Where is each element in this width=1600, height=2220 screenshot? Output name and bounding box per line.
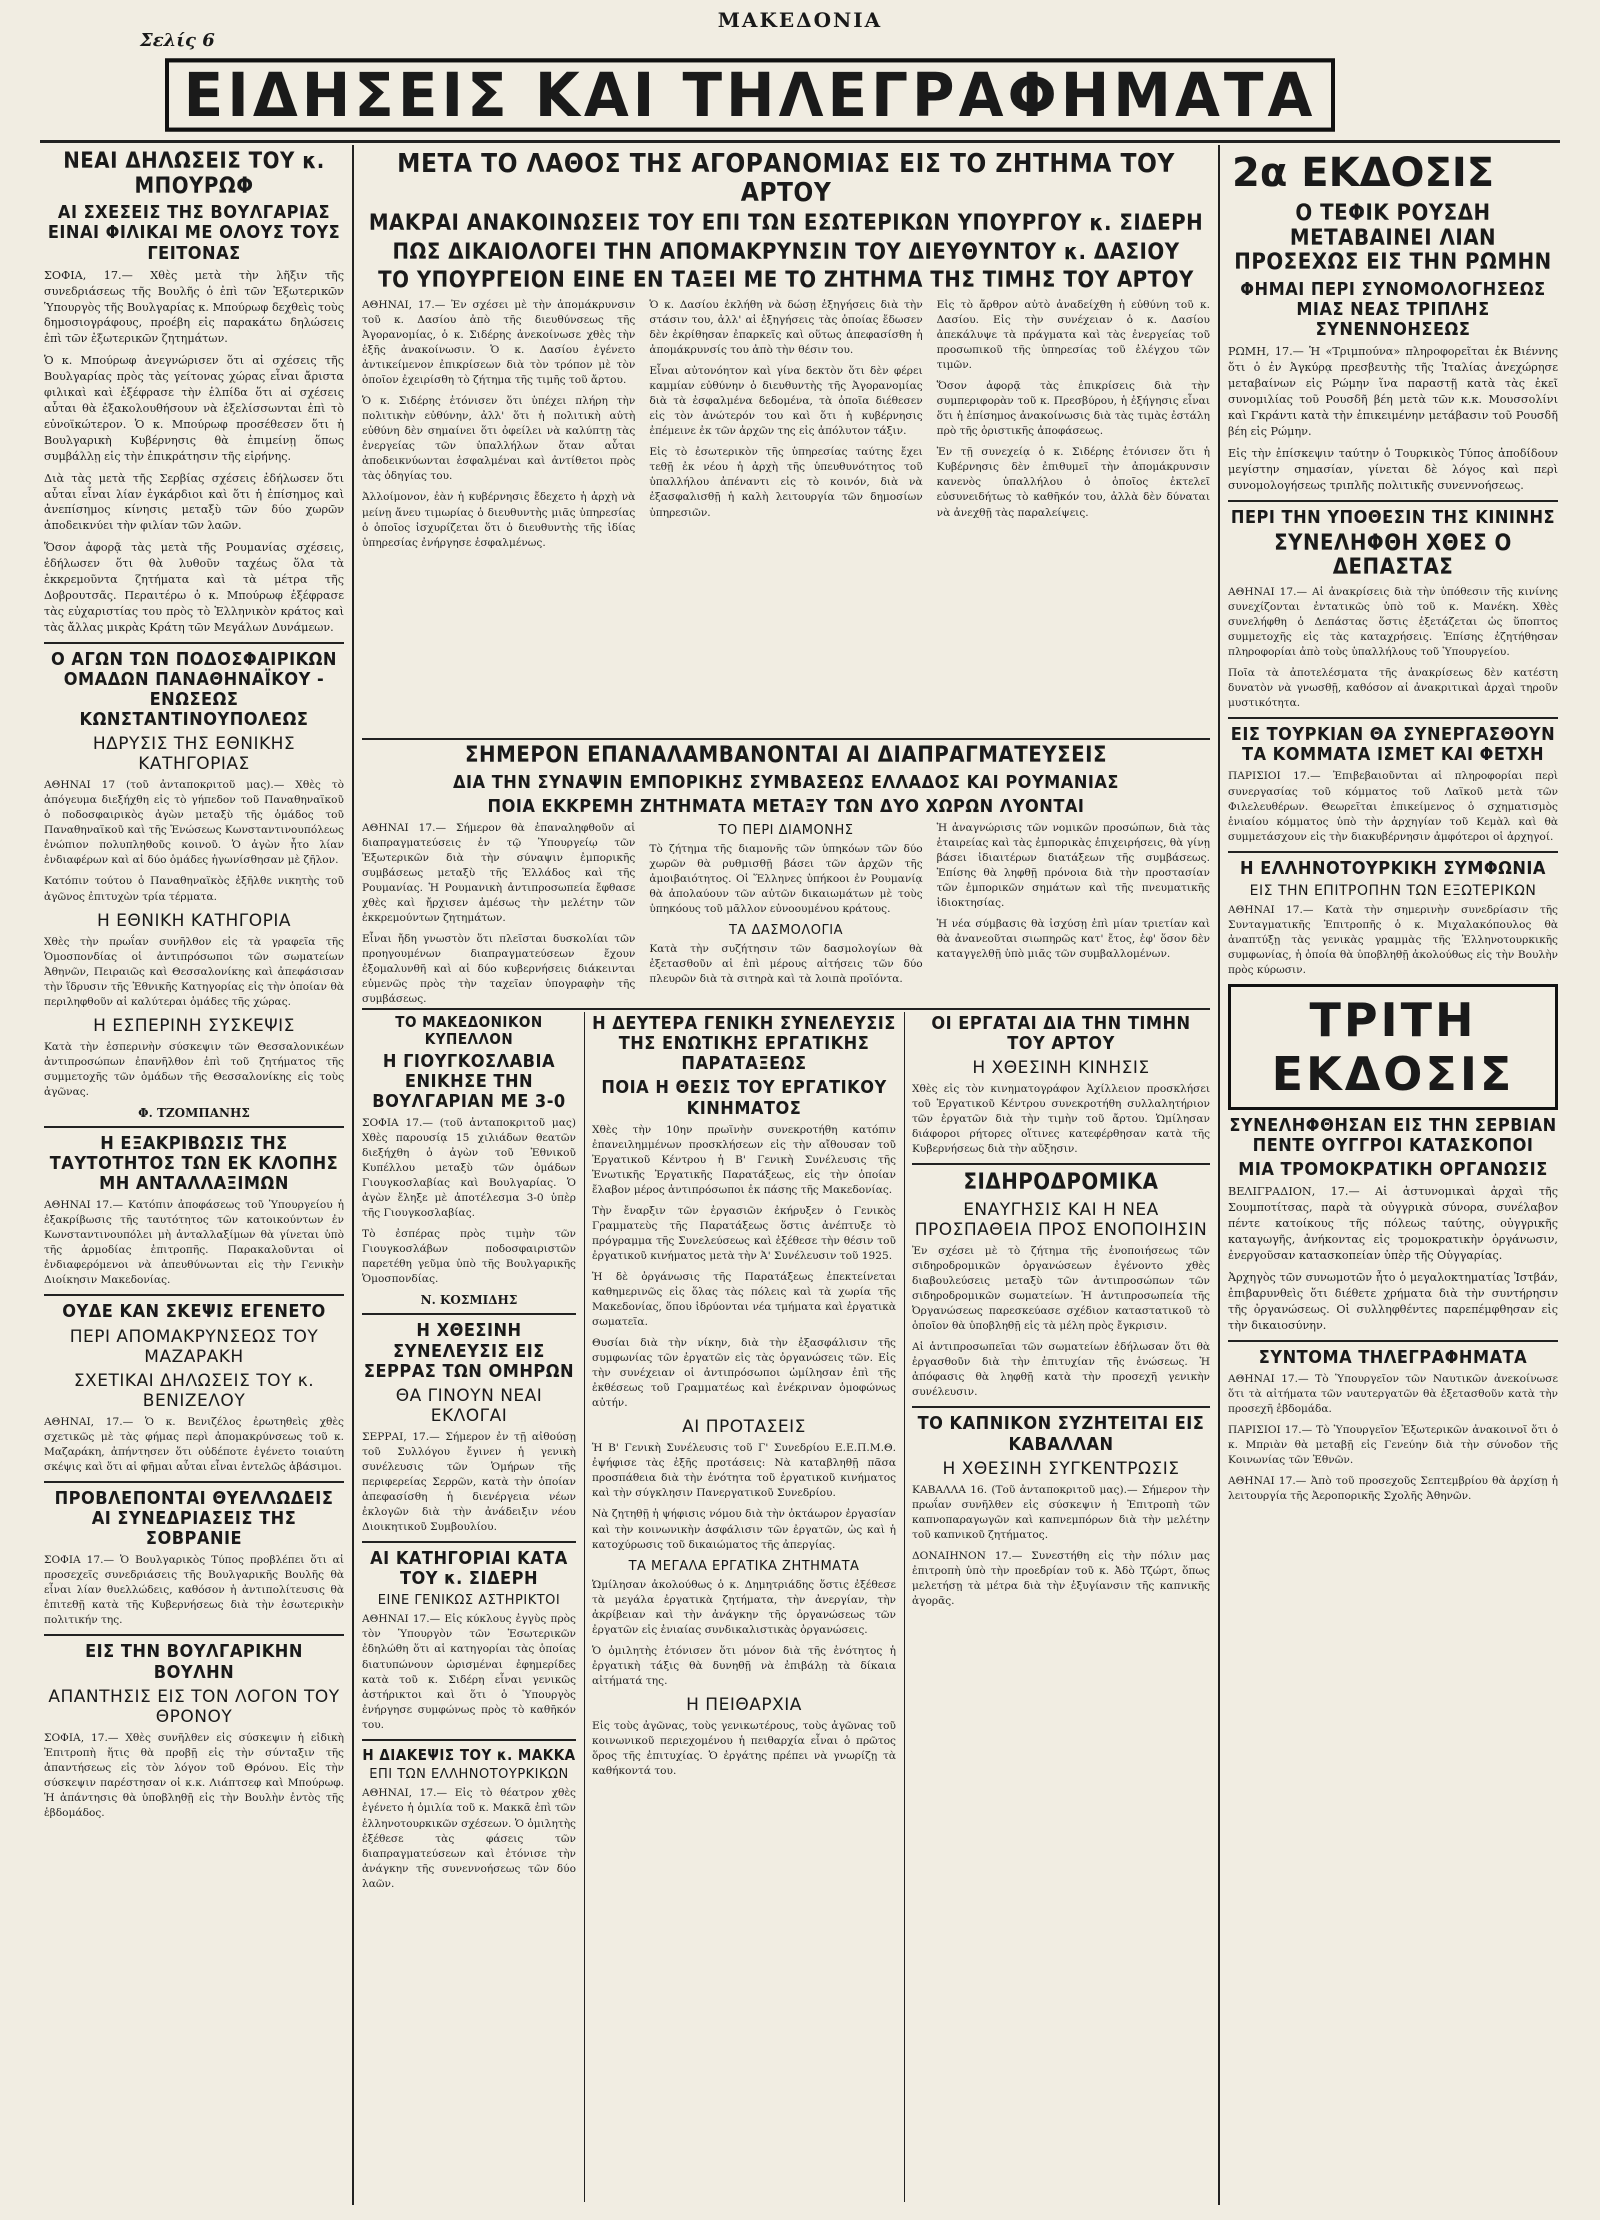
headline: Ο ΤΕΦΙΚ ΡΟΥΣΔΗ ΜΕΤΑΒΑΙΝΕΙ ΛΙΑΝ ΠΡΟΣΕΧΩΣ ΕΙΣ ΤΗΝ ΡΩΜΗΝ <box>1234 201 1552 276</box>
divider <box>362 1739 576 1741</box>
article-text: Κατόπιν τούτου ὁ Παναθηναϊκὸς ἐξῆλθε νικητὴς τοῦ ἀγῶνος ἐπιτυχὼν τρία τέρματα. <box>44 875 344 903</box>
article-text: Χθὲς εἰς τὸν κινηματογράφον Ἀχίλλειον προσκλήσει τοῦ Ἐργατικοῦ Κέντρου συνεκροτήθη συλλαλητήριον τῶν ἐργατῶν διὰ τὴν τιμὴν τοῦ ἄρτου. Ὡμίλησαν διάφοροι ρήτορες οἵτινες κατεφέρθησαν κατὰ τῆς Κυβερνήσεως διὰ τὴν αὔξησιν. <box>912 1083 1210 1156</box>
article-text: Ἡ Β' Γενικὴ Συνέλευσις τοῦ Γ' Συνεδρίου Ε.Ε.Π.Μ.Θ. ἐψήφισε τὰς ἑξῆς προτάσεις: Νὰ καταβληθῇ πᾶσα προσπάθεια διὰ τὴν ἑνότητα τοῦ ἐργατικοῦ κινήματος καὶ τὴν σύγκλησιν Πανεργατικοῦ Συνεδρίου. <box>592 1442 896 1500</box>
article-text: Ἀλλοίμονον, ἐὰν ἡ κυβέρνησις ἔδεχετο ἡ ἀρχὴ νὰ μείνῃ ἄνευ τιμωρίας ὁ διευθυντὴς μιᾶς ὑπηρεσίας ὁ ὁποῖος ἰσχυρίζεται ὅτι ὁ διευθυντὴς τῆς ἰδίας ὑπηρεσίας ἐνήργησε ἐσφαλμένως. <box>362 491 636 549</box>
divider <box>362 1313 576 1315</box>
headline: ΑΙ ΣΧΕΣΕΙΣ ΤΗΣ ΒΟΥΛΓΑΡΙΑΣ ΕΙΝΑΙ ΦΙΛΙΚΑΙ ΜΕ ΟΛΟΥΣ ΤΟΥΣ ΓΕΙΤΟΝΑΣ <box>47 202 341 264</box>
article-text: ΑΘΗΝΑΙ 17.— Εἰς κύκλους ἐγγὺς πρὸς τὸν Ὑπουργὸν τῶν Ἐσωτερικῶν ἐδηλώθη ὅτι αἱ κατηγορίαι τὰς ὁποίας διατυπώνουν ὡρισμέναι ἐφημερίδες κατὰ τοῦ κ. Σιδέρη εἶναι γενικῶς ἀστήρικτοι καὶ ὅτι ὁ Ὑπουργὸς ἐνήργησε συμφώνως πρὸς τὸ καθῆκόν του. <box>362 1613 576 1731</box>
article-text: ΑΘΗΝΑΙ, 17.— Ὁ κ. Βενιζέλος ἐρωτηθεὶς χθὲς σχετικῶς μὲ τὰς φήμας περὶ ἀπομακρύνσεως τοῦ κ. Μαζαράκη, ἀπήντησεν ὅτι οὐδέποτε ἐγένετο τοιαύτη σκέψις καὶ ὅτι αἱ φῆμαι αὗται εἶναι ἐντελῶς ἀβάσιμοι. <box>44 1415 344 1473</box>
headline: ΣΗΜΕΡΟΝ ΕΠΑΝΑΛΑΜΒΑΝΟΝΤΑΙ ΑΙ ΔΙΑΠΡΑΓΜΑΤΕΥΣΕΙΣ <box>465 744 1107 768</box>
subheadline: ΤΟ ΠΕΡΙ ΔΙΑΜΟΝΗΣ <box>718 822 854 838</box>
text-column <box>937 298 1210 557</box>
divider <box>362 1541 576 1543</box>
column-2-lower <box>362 1014 576 2204</box>
romania-article-columns <box>362 821 1210 1004</box>
headline: ΠΡΟΒΛΕΠΟΝΤΑΙ ΘΥΕΛΛΩΔΕΙΣ ΑΙ ΣΥΝΕΔΡΙΑΣΕΙΣ ΤΗΣ ΣΟΒΡΑΝΙΕ <box>54 1487 334 1550</box>
article-text: Εἰς τὴν ἐπίσκεψιν ταύτην ὁ Τουρκικὸς Τύπος ἀποδίδουν μεγίστην σημασίαν, γίνεται δὲ λόγος καὶ περὶ συνομολογήσεως τριπλῆς πολιτικῆς συνεννοήσεως. <box>1228 446 1558 492</box>
article-text: Τὴν ἔναρξιν τῶν ἐργασιῶν ἐκήρυξεν ὁ Γενικὸς Γραμματεὺς τῆς Παρατάξεως ὅστις ἀνέπτυξε τὸ πρόγραμμα τῆς Συνελεύσεως καὶ ἐξέθεσε τὴν θέσιν τοῦ ἐργατικοῦ κινήματος μετὰ τὴν Ἀ' Συνέλευσιν τοῦ 1925. <box>592 1204 896 1263</box>
article-text: Ἡ νέα σύμβασις θὰ ἰσχύσῃ ἐπὶ μίαν τριετίαν καὶ θὰ ἀνανεοῦται σιωπηρῶς κατ' ἔτος, ἐφ' ὅσον δὲν καταγγελθῇ ὑπὸ μιᾶς τῶν συμβαλλομένων. <box>936 918 1210 961</box>
headline: Η ΔΕΥΤΕΡΑ ΓΕΝΙΚΗ ΣΥΝΕΛΕΥΣΙΣ ΤΗΣ ΕΝΩΤΙΚΗΣ ΕΡΓΑΤΙΚΗΣ ΠΑΡΑΤΑΞΕΩΣ <box>592 1014 896 1075</box>
article-text: Ἐν σχέσει μὲ τὸ ζήτημα τῆς ἑνοποιήσεως τῶν σιδηροδρομικῶν ὀργανώσεων ἐγένοντο χθὲς διαβουλεύσεις μεταξὺ τῶν ἀντιπροσώπων τῶν σιδηροδρομικῶν σωματείων. Ἡ ἀντιπροσωπεία τῆς Ὀργανώσεως παρεσκεύασε σχέδιον καταστατικοῦ τὸ ὁποῖον θὰ ὑποβληθῇ εἰς τὰ μέλη πρὸς ἔγκρισιν. <box>912 1245 1210 1333</box>
divider <box>44 642 344 644</box>
article-text: ΑΘΗΝΑΙ 17 (τοῦ ἀνταποκριτοῦ μας).— Χθὲς τὸ ἀπόγευμα διεξήχθη εἰς τὸ γήπεδον τοῦ Παναθηναϊκοῦ ὁ ποδοσφαιρικὸς ἀγὼν μεταξὺ τῆς ὁμάδος τοῦ Παναθηναϊκοῦ καὶ τῆς Ἑνώσεως Κωνσταντινουπόλεως ἐνώπιον πολυπληθοῦς κοινοῦ. Ὁ ἀγὼν ἦτο λίαν ἐνδιαφέρων καὶ αἱ δύο ὁμάδες ἠγωνίσθησαν μὲ ζῆλον. <box>44 779 344 867</box>
byline: Φ. ΤΖΟΜΠΑΝΗΣ <box>138 1105 250 1120</box>
divider <box>1228 1340 1558 1342</box>
headline: Η ΕΞΑΚΡΙΒΩΣΙΣ ΤΗΣ ΤΑΥΤΟΤΗΤΟΣ ΤΩΝ ΕΚ ΚΛΟΠΗΣ ΜΗ ΑΝΤΑΛΛΑΞΙΜΩΝ <box>49 1132 339 1195</box>
article-text: Χθὲς τὴν 10ην πρωϊνὴν συνεκροτήθη κατόπιν ἐπανειλημμένων προσκλήσεων εἰς τὴν αἴθουσαν τοῦ Ἐργατικοῦ Κέντρου ἡ Β' Γενικὴ Συνέλευσις τῆς Ἑνωτικῆς Ἐργατικῆς Παρατάξεως, εἰς τὴν ὁποίαν ἔλαβον μέρος ἀντιπρόσωποι ἐκ πάσης τῆς Μακεδονίας. <box>592 1123 896 1196</box>
subheadline: ΑΠΑΝΤΗΣΙΣ ΕΙΣ ΤΟΝ ΛΟΓΟΝ ΤΟΥ ΘΡΟΝΟΥ <box>48 1686 340 1727</box>
lead-article <box>362 150 1210 740</box>
headline: ΣΥΝΤΟΜΑ ΤΗΛΕΓΡΑΦΗΜΑΤΑ <box>1258 1346 1528 1368</box>
subheadline: ΤΑ ΔΑΣΜΟΛΟΓΙΑ <box>728 923 843 939</box>
subheadline: Η ΧΘΕΣΙΝΗ ΚΙΝΗΣΙΣ <box>972 1058 1150 1079</box>
subheadline: Η ΠΕΙΘΑΡΧΙΑ <box>686 1694 802 1715</box>
column-3b-lower <box>912 1014 1210 2204</box>
divider <box>44 1126 344 1128</box>
article-text: ΠΑΡΙΣΙΟΙ 17.— Τὸ Ὑπουργεῖον Ἐξωτερικῶν ἀνακοινοῖ ὅτι ὁ κ. Μπριὰν θὰ μεταβῇ εἰς Γενεύην διὰ τὴν σύνοδον τῆς Κοινωνίας τῶν Ἐθνῶν. <box>1228 1423 1558 1466</box>
article-text: ΡΩΜΗ, 17.— Ἡ «Τριμπούνα» πληροφορεῖται ἐκ Βιέννης ὅτι ὁ ἐν Ἀγκύρᾳ πρεσβευτὴς τῆς Ἰταλίας ἀνεχώρησε μεταβαίνων εἰς Ρώμην ἵνα παραστῇ κατὰ τὰς ἐκεῖ συνομιλίας τοῦ Ρουσδῆ βέη μετὰ τῶν κ.κ. Μουσσολίνι καὶ Γκράντι κατὰ τὴν ἐπικειμένην μετάβασιν τοῦ Ρουσδῆ βέη εἰς Ρώμην. <box>1228 345 1558 438</box>
headline: ΣΙΔΗΡΟΔΡΟΜΙΚΑ <box>963 1170 1159 1196</box>
text-column <box>649 298 922 557</box>
article-text: Ποῖα τὰ ἀποτελέσματα τῆς ἀνακρίσεως δὲν κατέστη δυνατὸν νὰ γνωσθῇ, καθόσον αἱ ἀνακριτικαὶ ἀρχαὶ τηροῦν μυστικότητα. <box>1228 667 1558 710</box>
headline: ΠΟΙΑ Η ΘΕΣΙΣ ΤΟΥ ΕΡΓΑΤΙΚΟΥ ΚΙΝΗΜΑΤΟΣ <box>601 1077 887 1119</box>
divider <box>44 1294 344 1296</box>
subheadline: Η ΕΘΝΙΚΗ ΚΑΤΗΓΟΡΙΑ <box>96 910 292 931</box>
paper-name: ΜΑΚΕΔΟΝΙΑ <box>717 8 883 32</box>
headline: ΦΗΜΑΙ ΠΕΡΙ ΣΥΝΟΜΟΛΟΓΗΣΕΩΣ ΜΙΑΣ ΝΕΑΣ ΤΡΙΠΛΗΣ ΣΥΝΕΝΝΟΗΣΕΩΣ <box>1240 278 1546 341</box>
headline: ΣΥΝΕΛΗΦΘΗ ΧΘΕΣ Ο ΔΕΠΑΣΤΑΣ <box>1274 530 1512 581</box>
headline: ΠΕΡΙ ΤΗΝ ΥΠΟΘΕΣΙΝ ΤΗΣ ΚΙΝΙΝΗΣ <box>1230 506 1556 528</box>
headline: ΔΙΑ ΤΗΝ ΣΥΝΑΨΙΝ ΕΜΠΟΡΙΚΗΣ ΣΥΜΒΑΣΕΩΣ ΕΛΛΑΔΟΣ ΚΑΙ ΡΟΥΜΑΝΙΑΣ <box>453 771 1119 793</box>
article-text: ΑΘΗΝΑΙ 17.— Κατόπιν ἀποφάσεως τοῦ Ὑπουργείου ἡ ἐξακρίβωσις τῆς ταυτότητος τῶν κατοικούντων ἐν Κωνσταντινουπόλει μὴ ἀνταλλαξίμων θὰ γίνεται ὑπὸ τῆς ἀρμοδίας ἐπιτροπῆς. Παρακαλοῦνται οἱ ἐνδιαφερόμενοι νὰ ἀπευθύνωνται εἰς τὴν Γενικὴν Διοίκησιν Μακεδονίας. <box>44 1199 344 1287</box>
article-text: ΣΟΦΙΑ 17.— (τοῦ ἀνταποκριτοῦ μας) Χθὲς παρουσίᾳ 15 χιλιάδων θεατῶν διεξήχθη ὁ ἀγὼν τοῦ Ἐθνικοῦ Κυπέλλου μεταξὺ τῶν ὁμάδων Γιουγκοσλαβίας καὶ Βουλγαρίας. Ὁ ἀγὼν ἔληξε μὲ ἀποτέλεσμα 3-0 ὑπὲρ τῆς Γιουγκοσλαβίας. <box>362 1117 576 1220</box>
subheadline: ΣΧΕΤΙΚΑΙ ΔΗΛΩΣΕΙΣ ΤΟΥ κ. ΒΕΝΙΖΕΛΟΥ <box>73 1370 315 1411</box>
column-1 <box>44 150 344 2210</box>
divider <box>1228 500 1558 502</box>
article-text: ΑΘΗΝΑΙ, 17.— Εἰς τὸ θέατρον χθὲς ἐγένετο ἡ ὁμιλία τοῦ κ. Μακκᾶ ἐπὶ τῶν ἑλληνοτουρκικῶν σχέσεων. Ὁ ὁμιλητὴς ἐξέθεσε τὰς φάσεις τῶν διαπραγματεύσεων καὶ ἐτόνισε τὴν ἀνάγκην τῆς συνεννοήσεως τῶν δύο λαῶν. <box>362 1787 576 1890</box>
column-3-lower <box>592 1014 896 2204</box>
headline: Η ΧΘΕΣΙΝΗ ΣΥΝΕΛΕΥΣΙΣ ΕΙΣ ΣΕΡΡΑΣ ΤΩΝ ΟΜΗΡΩΝ <box>363 1320 575 1382</box>
subheadline: ΑΙ ΠΡΟΤΑΣΕΙΣ <box>682 1417 806 1438</box>
article-text: Ἐν τῇ συνεχείᾳ ὁ κ. Σιδέρης ἐτόνισεν ὅτι ἡ Κυβέρνησις δὲν ἐπιθυμεῖ τὴν ἀπομάκρυνσιν κανενὸς ὑπαλλήλου ὁ ὁποῖος ἐκτελεῖ εὐσυνειδήτως τὸ καθῆκόν του, ἀλλὰ δὲν δύναται νὰ ἀνεχθῇ τὰς παραλείψεις. <box>936 446 1210 519</box>
article-text: ΣΟΦΙΑ, 17.— Χθὲς μετὰ τὴν λῆξιν τῆς συνεδριάσεως τῆς Βουλῆς ὁ ἐπὶ τῶν Ἐξωτερικῶν Ὑπουργὸς τῆς Βουλγαρίας κ. Μπούρωφ δεχθεὶς τοὺς δημοσιογράφους, προέβη εἰς παρακάτω δηλώσεις ἐπὶ τῶν ἐξωτερικῶν ζητημάτων. <box>44 268 344 346</box>
article-text: Ἀρχηγὸς τῶν συνωμοτῶν ἦτο ὁ μεγαλοκτηματίας Ἰστβάν, ἐπιβαρυνθεὶς ὅτι διέθετε χρήματα διὰ τὴν συντήρησιν τῆς ὀργανώσεως. Οἱ συλληφθέντες παρεπέμφθησαν εἰς τὴν δικαιοσύνην. <box>1228 1270 1558 1332</box>
headline: ΠΟΙΑ ΕΚΚΡΕΜΗ ΖΗΤΗΜΑΤΑ ΜΕΤΑΞΥ ΤΩΝ ΔΥΟ ΧΩΡΩΝ ΛΥΟΝΤΑΙ <box>487 795 1085 817</box>
article-text: ΑΘΗΝΑΙ 17.— Αἱ ἀνακρίσεις διὰ τὴν ὑπόθεσιν τῆς κινίνης συνεχίζονται ἐντατικῶς ὑπὸ τοῦ κ. Μανέκη. Χθὲς συνελήφθη ὁ Δεπάστας ὅστις ἐξετάζεται ὡς ὕποπτος συμμετοχῆς εἰς τὰς καταχρήσεις. Ἐπίσης ἐζητήθησαν πληροφορίαι ἀπὸ τοὺς ὑπαλλήλους τοῦ Ὑπουργείου. <box>1228 585 1558 659</box>
article-text: Κατὰ τὴν συζήτησιν τῶν δασμολογίων θὰ ἐξετασθοῦν αἱ ἐπὶ μέρους αἰτήσεις τῶν δύο πλευρῶν διὰ τὰ σιτηρὰ καὶ τὰ λοιπὰ προϊόντα. <box>649 943 923 986</box>
text-column <box>362 821 635 1004</box>
divider <box>912 1163 1210 1165</box>
divider <box>912 1406 1210 1408</box>
headline: ΟΥΔΕ ΚΑΝ ΣΚΕΨΙΣ ΕΓΕΝΕΤΟ <box>62 1301 326 1323</box>
article-text: Ἡ ἀναγνώρισις τῶν νομικῶν προσώπων, διὰ τὰς ἑταιρείας καὶ τὰς ἐμπορικὰς ἐπιχειρήσεις, θὰ γίνῃ βάσει ἰδιαιτέρων διατάξεων τῆς συμβάσεως. Ἐπίσης θὰ ληφθῇ πρόνοια διὰ τὴν προστασίαν τῶν ἐμπορικῶν σημάτων καὶ τῆς πνευματικῆς ἰδιοκτησίας. <box>936 821 1210 910</box>
article-text: Ὁ κ. Μπούρωφ ἀνεγνώρισεν ὅτι αἱ σχέσεις τῆς Βουλγαρίας πρὸς τὰς γείτονας χώρας εἶναι ἄριστα φιλικαὶ καὶ ἐξέφρασε τὴν ἐλπίδα ὅτι αἱ σχέσεις αὗται θὰ ἐξακολουθήσουν νὰ ἐξελίσσωνται ἐπὶ τὸ εὐνοϊκώτερον. Ὁ κ. Μπούρωφ προσέθεσεν ὅτι ἡ Βουλγαρικὴ Κυβέρνησις θὰ ἐπιμείνῃ ὅπως συμβάλλῃ εἰς τὴν ἐπικράτησιν τῆς εἰρήνης. <box>44 354 344 463</box>
headline: ΤΟ ΥΠΟΥΡΓΕΙΟΝ ΕΙΝΕ ΕΝ ΤΑΞΕΙ ΜΕ ΤΟ ΖΗΤΗΜΑ ΤΗΣ ΤΙΜΗΣ ΤΟΥ ΑΡΤΟΥ <box>378 268 1194 294</box>
article-text: Τὸ ζήτημα τῆς διαμονῆς τῶν ὑπηκόων τῶν δύο χωρῶν θὰ ρυθμισθῇ βάσει τῶν ἀρχῶν τῆς ἀμοιβαιότητος. Οἱ Ἕλληνες ὑπήκοοι ἐν Ρουμανίᾳ θὰ ἀπολαύουν τῶν αὐτῶν δικαιωμάτων μὲ τοὺς ὑπηκόους τοῦ μᾶλλον εὐνοουμένου κράτους. <box>649 842 923 916</box>
headline: ΠΩΣ ΔΙΚΑΙΟΛΟΓΕΙ ΤΗΝ ΑΠΟΜΑΚΡΥΝΣΙΝ ΤΟΥ ΔΙΕΥΘΥΝΤΟΥ κ. ΔΑΣΙΟΥ <box>392 239 1180 265</box>
headline: ΜΑΚΡΑΙ ΑΝΑΚΟΙΝΩΣΕΙΣ ΤΟΥ ΕΠΙ ΤΩΝ ΕΣΩΤΕΡΙΚΩΝ ΥΠΟΥΡΓΟΥ κ. ΣΙΔΕΡΗ <box>368 211 1204 237</box>
subheadline: ΕΙΝΕ ΓΕΝΙΚΩΣ ΑΣΤΗΡΙΚΤΟΙ <box>377 1593 561 1609</box>
headline: ΜΕΤΑ ΤΟ ΛΑΘΟΣ ΤΗΣ ΑΓΟΡΑΝΟΜΙΑΣ ΕΙΣ ΤΟ ΖΗΤΗΜΑ ΤΟΥ ΑΡΤΟΥ <box>397 150 1175 209</box>
divider <box>362 1008 1210 1010</box>
subheadline: ΘΑ ΓΙΝΟΥΝ ΝΕΑΙ ΕΚΛΟΓΑΙ <box>395 1385 543 1426</box>
article-text: Νὰ ζητηθῇ ἡ ψήφισις νόμου διὰ τὴν ὀκτάωρον ἐργασίαν καὶ τὴν κοινωνικὴν ἀσφάλισιν τῶν ἐργατῶν, ὡς καὶ ἡ κατοχύρωσις τοῦ δικαιώματος τῆς ἀπεργίας. <box>592 1508 896 1551</box>
subheadline: ΤΑ ΜΕΓΑΛΑ ΕΡΓΑΤΙΚΑ ΖΗΤΗΜΑΤΑ <box>628 1558 860 1574</box>
article-text: Ἡ δὲ ὀργάνωσις τῆς Παρατάξεως ἐπεκτείνεται καθημερινῶς εἰς ὅλας τὰς πόλεις καὶ τὰ χωρία τῆς Μακεδονίας, ὅπου ἱδρύονται νέα τμήματα καὶ ἐργατικὰ σωματεῖα. <box>592 1271 896 1329</box>
text-column <box>937 821 1210 1004</box>
article-text: Ὅσον ἀφορᾷ τὰς μετὰ τῆς Ρουμανίας σχέσεις, ἐδήλωσεν ὅτι θὰ λυθοῦν ταχέως ὅλα τὰ ἐκκρεμοῦντα ζητήματα καὶ τὰ μέτρα τῆς Δοβρουτσᾶς. Περαιτέρω ὁ κ. Μπούρωφ ἐξέφρασε τὰς εὐχαριστίας του πρὸς τὸ Ἑλληνικὸν κράτος καὶ τὰς ἄλλας μικρὰς Κράτη τῶν Μεγάλων Δυνάμεων. <box>44 541 344 634</box>
subheadline: ΕΠΙ ΤΩΝ ΕΛΛΗΝΟΤΟΥΡΚΙΚΩΝ <box>369 1767 569 1783</box>
column-rule <box>352 145 354 2205</box>
headline: ΜΙΑ ΤΡΟΜΟΚΡΑΤΙΚΗ ΟΡΓΑΝΩΣΙΣ <box>1238 1159 1548 1181</box>
subheadline: Η ΧΘΕΣΙΝΗ ΣΥΓΚΕΝΤΡΩΣΙΣ <box>942 1458 1180 1479</box>
article-text: ΣΟΦΙΑ 17.— Ὁ Βουλγαρικὸς Τύπος προβλέπει ὅτι αἱ προσεχεῖς συνεδριάσεις τῆς Βουλγαρικῆς Βουλῆς θὰ εἶναι λίαν θυελλώδεις, καθόσον ἡ ἀντιπολίτευσις θὰ ἐπιτεθῇ κατὰ τῆς Κυβερνήσεως διὰ τὴν ἐσωτερικὴν πολιτικήν της. <box>44 1554 344 1627</box>
article-text: Εἰς τὸ ἄρθρον αὐτὸ ἀναδείχθη ἡ εὐθύνη τοῦ κ. Δασίου. Εἰς τὴν συνέχειαν ὁ κ. Δασίου ἀπεκάλυψε τὰ πράγματα καὶ τὰς ἐνεργείας τοῦ προσωπικοῦ τῆς ὑπηρεσίας τοῦ ἐλέγχου τῶν τιμῶν. <box>936 299 1210 372</box>
article-text: ΑΘΗΝΑΙ 17.— Κατὰ τὴν σημερινὴν συνεδρίασιν τῆς Συνταγματικῆς Ἐπιτροπῆς ὁ κ. Μιχαλακόπουλος θὰ ἀναπτύξῃ τὰς γενικὰς γραμμὰς τῆς Ἑλληνοτουρκικῆς συμφωνίας, ἡ ὁποία θὰ ὑποβληθῇ ἀκολούθως εἰς τὴν Βουλὴν πρὸς κύρωσιν. <box>1228 903 1558 976</box>
headline: Ο ΑΓΩΝ ΤΩΝ ΠΟΔΟΣΦΑΙΡΙΚΩΝ ΟΜΑΔΩΝ ΠΑΝΑΘΗΝΑΪΚΟΥ - ΕΝΩΣΕΩΣ ΚΩΝΣΤΑΝΤΙΝΟΥΠΟΛΕΩΣ <box>51 648 337 731</box>
article-text: ΣΕΡΡΑΙ, 17.— Σήμερον ἐν τῇ αἰθούσῃ τοῦ Συλλόγου ἔγινεν ἡ γενικὴ συνέλευσις τῶν Ὁμήρων τῆς περιφερείας Σερρῶν, κατὰ τὴν ὁποίαν ἀπεφασίσθη ἡ διενέργεια νέων ἐκλογῶν διὰ τὴν ἀνάδειξιν νέου Διοικητικοῦ Συμβουλίου. <box>362 1430 576 1534</box>
headline: Η ΔΙΑΚΕΨΙΣ ΤΟΥ κ. ΜΑΚΚΑ <box>362 1745 576 1764</box>
article-text: Εἰς τοὺς ἀγῶνας, τοὺς γενικωτέρους, τοὺς ἀγῶνας τοῦ κοινωνικοῦ περιεχομένου ἡ πειθαρχία εἶναι ὁ πρῶτος ὅρος τῆς ἐπιτυχίας. Ὁ ἐργάτης πρέπει νὰ γνωρίζῃ τὰ καθήκοντά του. <box>592 1719 896 1777</box>
article-text: ΑΘΗΝΑΙ 17.— Τὸ Ὑπουργεῖον τῶν Ναυτικῶν ἀνεκοίνωσε ὅτι τὰ αἰτήματα τῶν ναυτεργατῶν θὰ ἐξετασθοῦν κατὰ τὴν προσεχῆ ἑβδομάδα. <box>1228 1372 1558 1415</box>
edition-label: 2α ΕΚΔΟΣΙΣ <box>1232 150 1495 196</box>
article-text: Ὡμίλησαν ἀκολούθως ὁ κ. Δημητριάδης ὅστις ἐξέθεσε τὰ μεγάλα ἐργατικὰ ζητήματα, τὴν ἀνεργίαν, τὴν ἀκρίβειαν καὶ τὴν ἀνάγκην τῆς ὀργανώσεως τῶν ἐργατῶν εἰς ἐνιαίας συνδικαλιστικὰς ὀργανώσεις. <box>592 1578 896 1636</box>
article-text: ΔΟΝΑΙΗΝΟΝ 17.— Συνεστήθη εἰς τὴν πόλιν μας ἐπιτροπὴ ὑπὸ τὴν προεδρίαν τοῦ κ. Ἀδὸ Τζώρτ, ὅπως μελετήσῃ τὰ μέτρα διὰ τὴν ἐξυγίανσιν τῆς καπνικῆς ἀγορᾶς. <box>912 1549 1210 1607</box>
article-text: ΑΘΗΝΑΙ 17.— Σήμερον θὰ ἐπαναληφθοῦν αἱ διαπραγματεύσεις ἐν τῷ Ὑπουργείῳ τῶν Ἐξωτερικῶν διὰ τὴν σύναψιν ἐμπορικῆς συμβάσεως μεταξὺ τῆς Ἑλλάδος καὶ τῆς Ρουμανίας. Ἡ Ρουμανικὴ ἀντιπροσωπεία ἔφθασε χθὲς καὶ ἤρχισεν ἀμέσως τὴν μελέτην τῶν ἐκκρεμούντων ζητημάτων. <box>362 821 636 925</box>
article-text: Θυσίαι διὰ τὴν νίκην, διὰ τὴν ἐξασφάλισιν τῆς συμφωνίας τῶν ἐργατῶν εἰς τὰς ὀργανώσεις τῶν. Εἰς τὴν συνέχειαν οἱ ἀντιπρόσωποι ὡμίλησαν ἐπὶ τῆς ἐκθέσεως τοῦ Γραμματέως καὶ ἐνέκριναν ὁμοφώνως αὐτήν. <box>592 1337 896 1410</box>
article-text: ΒΕΛΙΓΡΑΔΙΟΝ, 17.— Αἱ ἀστυνομικαὶ ἀρχαὶ τῆς Σουμποτίτσας, παρὰ τὰ οὐγγρικὰ σύνορα, συνέλαβον πέντε κατοίκους τῆς πόλεως ταύτης, οὐγγρικῆς καταγωγῆς, ἀνήκοντας εἰς τρομοκρατικὴν ὀργάνωσιν, ἐνεργοῦσαν κατασκοπείαν ὑπὲρ τῆς Οὐγγαρίας. <box>1228 1185 1558 1263</box>
article-text: ΠΑΡΙΣΙΟΙ 17.— Ἐπιβεβαιοῦνται αἱ πληροφορίαι περὶ συνεργασίας τοῦ κόμματος τοῦ Λαϊκοῦ μετὰ τῶν Φιλελευθέρων. Θεωρεῖται ἐπικείμενος ὁ σχηματισμὸς ἑνιαίου κόμματος ὑπὸ τὴν ἀρχηγίαν τοῦ Κεμὰλ καὶ θὰ συμμετάσχουν εἰς τὴν διακυβέρνησιν ἀμφότεροι οἱ ἀρχηγοί. <box>1228 770 1558 843</box>
article-text: ΚΑΒΑΛΛΑ 16. (Τοῦ ἀνταποκριτοῦ μας).— Σήμερον τὴν πρωΐαν συνῆλθεν εἰς σύσκεψιν ἡ Ἐπιτροπὴ τῶν καπνοπαραγωγῶν καὶ καπνεμπόρων διὰ τὴν μελέτην τοῦ καπνικοῦ ζητήματος. <box>912 1483 1210 1541</box>
article-text: ΑΘΗΝΑΙ, 17.— Ἐν σχέσει μὲ τὴν ἀπομάκρυνσιν τοῦ κ. Δασίου ἀπὸ τῆς διευθύνσεως τῆς Ἀγορανομίας, ὁ κ. Σιδέρης ἀνεκοίνωσε χθὲς τὴν ἑξῆς ἀνακοίνωσιν. Ὁ κ. Δασίου ἐγένετο ἀντικείμενον ἐπικρίσεων διὰ τὸν τρόπον μὲ τὸν ὁποῖον ἐχειρίσθη τὸ ζήτημα τῆς τιμῆς τοῦ ἄρτου. <box>362 299 636 387</box>
article-text: Εἶναι ἤδη γνωστὸν ὅτι πλεῖσται δυσκολίαι τῶν προηγουμένων διαπραγματεύσεων ἔχουν ἐξομαλυνθῆ καὶ αἱ δύο κυβερνήσεις διάκεινται εὐμενῶς πρὸς τὴν ταχεῖαν ὑπογραφὴν τῆς συμβάσεως. <box>362 933 636 1004</box>
subheadline: Η ΕΣΠΕΡΙΝΗ ΣΥΣΚΕΨΙΣ <box>93 1015 295 1036</box>
article-text: Ὁ κ. Δασίου ἐκλήθη νὰ δώσῃ ἐξηγήσεις διὰ τὴν στάσιν του, ἀλλ' αἱ ἐξηγήσεις τὰς ὁποίας ἔδωσεν δὲν ἐκρίθησαν ἐπαρκεῖς καὶ οὕτως ἀπεφασίσθη ἡ ἀπομάκρυνσίς του ἀπὸ τὴν θέσιν του. <box>649 299 923 357</box>
article-text: Εἶναι αὐτονόητον καὶ γίνα δεκτὸν ὅτι δὲν φέρει καμμίαν εὐθύνην ὁ διευθυντὴς τῆς Ἀγορανομίας διὰ τὰ ἐσφαλμένα δεδομένα, τὰ ὁποῖα διέθεσεν εἰς τὸν ἀνώτερόν του καὶ ὅτι ἡ κυβέρνησις ἐπέμεινε ἐκ τῶν ἀρχῶν της εἰς ἀπόλυτον τάξιν. <box>649 365 923 438</box>
subheadline: ΗΔΡΥΣΙΣ ΤΗΣ ΕΘΝΙΚΗΣ ΚΑΤΗΓΟΡΙΑΣ <box>92 734 296 775</box>
headline: ΤΟ ΜΑΚΕΔΟΝΙΚΟΝ ΚΥΠΕΛΛΟΝ <box>395 1014 543 1048</box>
column-rule <box>1218 145 1220 2205</box>
divider <box>44 1481 344 1483</box>
article-text: ΑΘΗΝΑΙ 17.— Ἀπὸ τοῦ προσεχοῦς Σεπτεμβρίου θὰ ἀρχίσῃ ἡ λειτουργία τῆς Ἀεροπορικῆς Σχολῆς Ἀθηνῶν. <box>1228 1474 1558 1502</box>
divider <box>362 738 1210 740</box>
lead-article-columns <box>362 298 1210 557</box>
headline: ΝΕΑΙ ΔΗΛΩΣΕΙΣ ΤΟΥ κ. ΜΠΟΥΡΩΦ <box>63 150 325 199</box>
divider <box>44 1634 344 1636</box>
headline: Η ΕΛΛΗΝΟΤΟΥΡΚΙΚΗ ΣΥΜΦΩΝΙΑ <box>1240 857 1546 879</box>
text-column <box>649 821 922 1004</box>
headline: ΟΙ ΕΡΓΑΤΑΙ ΔΙΑ ΤΗΝ ΤΙΜΗΝ ΤΟΥ ΑΡΤΟΥ <box>931 1014 1191 1055</box>
subheadline: ΕΝΑΥΓΗΣΙΣ ΚΑΙ Η ΝΕΑ ΠΡΟΣΠΑΘΕΙΑ ΠΡΟΣ ΕΝΟΠΟΙΗΣΙΝ <box>914 1200 1208 1241</box>
banner-rule <box>40 140 1560 143</box>
headline: ΕΙΣ ΤΗΝ ΒΟΥΛΓΑΡΙΚΗΝ ΒΟΥΛΗΝ <box>85 1641 303 1683</box>
byline: Ν. ΚΟΣΜΙΔΗΣ <box>420 1293 518 1308</box>
column-rule <box>904 1012 905 2202</box>
headline: ΤΟ ΚΑΠΝΙΚΟΝ ΣΥΖΗΤΕΙΤΑΙ ΕΙΣ ΚΑΒΑΛΛΑΝ <box>917 1413 1205 1455</box>
article-text: Χθὲς τὴν πρωΐαν συνῆλθον εἰς τὰ γραφεῖα τῆς Ὁμοσπονδίας οἱ ἀντιπρόσωποι τῶν σωματείων Ἀθηνῶν, Πειραιῶς καὶ Θεσσαλονίκης καὶ ἀπεφάσισαν τὴν ἵδρυσιν τῆς Ἐθνικῆς Κατηγορίας εἰς τὴν ὁποίαν θὰ περιληφθοῦν αἱ καλύτεραι ὁμάδες τῆς χώρας. <box>44 935 344 1008</box>
headline: ΣΥΝΕΛΗΦΘΗΣΑΝ ΕΙΣ ΤΗΝ ΣΕΡΒΙΑΝ ΠΕΝΤΕ ΟΥΓΓΡΟΙ ΚΑΤΑΣΚΟΠΟΙ <box>1229 1114 1557 1157</box>
section-banner: ΕΙΔΗΣΕΙΣ ΚΑΙ ΤΗΛΕΓΡΑΦΗΜΑΤΑ <box>165 58 1335 132</box>
edition-box: ΤΡΙΤΗ ΕΚΔΟΣΙΣ <box>1228 984 1558 1110</box>
article-text: ΣΟΦΙΑ, 17.— Χθὲς συνῆλθεν εἰς σύσκεψιν ἡ εἰδικὴ Ἐπιτροπὴ ἥτις θὰ προβῇ εἰς τὴν σύνταξιν τῆς ἀπαντήσεως εἰς τὸν λόγον τοῦ Θρόνου. Εἰς τὴν σύσκεψιν παρέστησαν οἱ κ.κ. Λιάπτσεφ καὶ Μπούρωφ. Ἡ ἀπάντησις θὰ ὑποβληθῇ εἰς τὴν Βουλὴν ἐντὸς τῆς ἑβδομάδος. <box>44 1731 344 1819</box>
column-rule <box>584 1012 585 2202</box>
divider <box>1228 717 1558 719</box>
article-text: Ὅσον ἀφορᾷ τὰς ἐπικρίσεις διὰ τὴν συμπεριφορὰν τοῦ κ. Πρεσβύρου, ἡ ἐξήγησις εἶναι ὅτι ἡ ἐπίσημος ἀνακοίνωσις διὰ τὰς τιμὰς ἐστάλη πρὸ τῆς ὁριστικῆς ἀποφάσεως. <box>936 380 1210 438</box>
headline: ΕΙΣ ΤΟΥΡΚΙΑΝ ΘΑ ΣΥΝΕΡΓΑΣΘΟΥΝ ΤΑ ΚΟΜΜΑΤΑ ΙΣΜΕΤ ΚΑΙ ΦΕΤΧΗ <box>1230 724 1556 766</box>
subheadline: ΠΕΡΙ ΑΠΟΜΑΚΡΥΝΣΕΩΣ ΤΟΥ ΜΑΖΑΡΑΚΗ <box>69 1326 319 1367</box>
article-text: Ὁ ὁμιλητὴς ἐτόνισεν ὅτι μόνον διὰ τῆς ἑνότητος ἡ ἐργατικὴ τάξις θὰ δυνηθῇ νὰ ἐπιβάλῃ τὰ δίκαια αἰτήματά της. <box>592 1644 896 1687</box>
subheadline: ΕΙΣ ΤΗΝ ΕΠΙΤΡΟΠΗΝ ΤΩΝ ΕΞΩΤΕΡΙΚΩΝ <box>1249 882 1537 899</box>
article-text: Αἱ ἀντιπροσωπεῖαι τῶν σωματείων ἐδήλωσαν ὅτι θὰ ἐργασθοῦν διὰ τὴν ἐπιτυχίαν τῆς ἑνώσεως. Ἡ ἀπόφασις θὰ ληφθῇ κατὰ τὴν προσεχῆ γενικὴν συνέλευσιν. <box>912 1341 1210 1399</box>
article-text: Ὁ κ. Σιδέρης ἐτόνισεν ὅτι ὑπέχει πλήρη τὴν πολιτικὴν εὐθύνην, ἀλλ' ὅτι ἡ πολιτικὴ αὐτὴ εὐθύνη δὲν σημαίνει ὅτι ὀφείλει νὰ καλύπτῃ τὰς ἐνεργείας τῶν ὑπαλλήλων ὅταν αὗται ἀποδεικνύωνται ἐσφαλμέναι καὶ ἀντίθετοι πρὸς τὰς ὁδηγίας του. <box>362 395 636 483</box>
romania-article <box>362 744 1210 1004</box>
article-text: Εἰς τὸ ἐσωτερικὸν τῆς ὑπηρεσίας ταύτης ἔχει τεθῇ ἐκ νέου ἡ ἀρχὴ τῆς ὑπευθυνότητος τοῦ ὑπαλλήλου ἀπέναντι εἰς τὸ κοινόν, διὰ νὰ ἐξασφαλισθῇ ἡ καλὴ λειτουργία τῶν δημοσίων ὑπηρεσιῶν. <box>649 446 923 519</box>
headline: Η ΓΙΟΥΓΚΟΣΛΑΒΙΑ ΕΝΙΚΗΣΕ ΤΗΝ ΒΟΥΛΓΑΡΙΑΝ ΜΕ 3-0 <box>372 1050 566 1112</box>
divider <box>1228 851 1558 853</box>
article-text: Κατὰ τὴν ἑσπερινὴν σύσκεψιν τῶν Θεσσαλονικέων ἀντιπροσώπων ἐπανῆλθον ἐπὶ τοῦ ζητήματος τῆς συμμετοχῆς τῶν ὁμάδων τῆς Θεσσαλονίκης εἰς τοὺς ἀγῶνας. <box>44 1040 344 1098</box>
page-number: Σελίς 6 <box>140 30 215 51</box>
article-text: Τὸ ἐσπέρας πρὸς τιμὴν τῶν Γιουγκοσλάβων ποδοσφαιριστῶν παρετέθη γεῦμα ὑπὸ τῆς Βουλγαρικῆς Ὁμοσπονδίας. <box>362 1228 576 1286</box>
column-4 <box>1228 150 1558 2210</box>
headline: ΑΙ ΚΑΤΗΓΟΡΙΑΙ ΚΑΤΑ ΤΟΥ κ. ΣΙΔΕΡΗ <box>370 1548 568 1590</box>
text-column <box>362 298 635 557</box>
article-text: Διὰ τὰς μετὰ τῆς Σερβίας σχέσεις ἐδήλωσεν ὅτι αὗται εἶναι λίαν ἐγκάρδιοι καὶ ὅτι ἡ ἐπίσημος καὶ ἀνεπίσημος κίνησις μεταξὺ τῶν δύο χωρῶν ἀποδεικνύει τὴν φιλίαν τῶν λαῶν. <box>44 471 344 533</box>
